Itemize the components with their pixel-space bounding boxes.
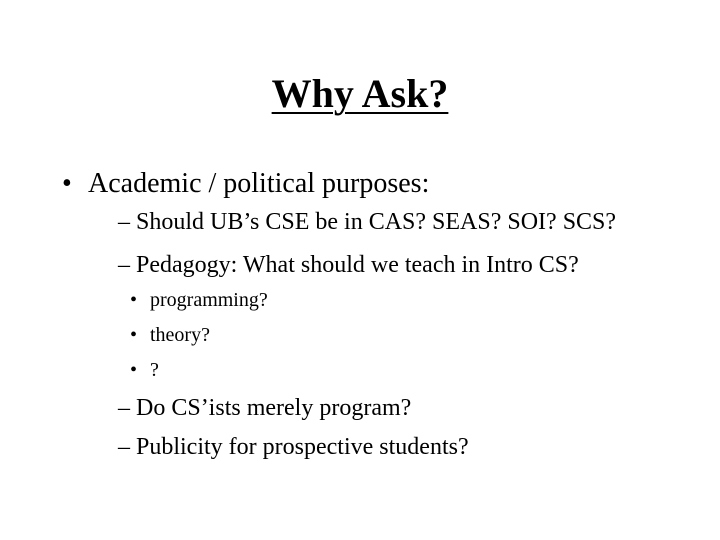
sub-sub-item-theory: [130, 322, 530, 348]
dash-marker: –: [118, 434, 130, 460]
sub-item-cs-ists: [118, 393, 698, 423]
sub-item-text: Do CS’ists merely program?: [136, 395, 412, 421]
bullet-item-academic: [62, 167, 662, 201]
sub-sub-item-text: programming?: [150, 289, 268, 311]
dash-marker: –: [118, 252, 130, 278]
slide-title: Why Ask?: [271, 71, 449, 116]
dash-marker: –: [118, 395, 130, 421]
sub-item-cse-school: [118, 207, 698, 237]
sub-sub-item-question: [130, 357, 530, 383]
dash-marker: –: [118, 209, 130, 235]
bullet-marker: •: [130, 324, 138, 346]
sub-sub-item-programming: [130, 287, 530, 313]
sub-item-pedagogy: [118, 250, 698, 280]
bullet-text: Academic / political purposes:: [88, 168, 430, 199]
sub-item-publicity: [118, 432, 698, 462]
sub-item-text: Pedagogy: What should we teach in Intro CS?: [136, 252, 579, 278]
sub-sub-item-text: ?: [150, 359, 159, 381]
bullet-marker: •: [130, 289, 138, 311]
sub-item-text: Should UB’s CSE be in CAS? SEAS? SOI? SCS?: [136, 209, 617, 235]
bullet-marker: •: [62, 168, 72, 199]
bullet-marker: •: [130, 359, 138, 381]
sub-sub-item-text: theory?: [150, 324, 210, 346]
sub-item-text: Publicity for prospective students?: [136, 434, 469, 460]
